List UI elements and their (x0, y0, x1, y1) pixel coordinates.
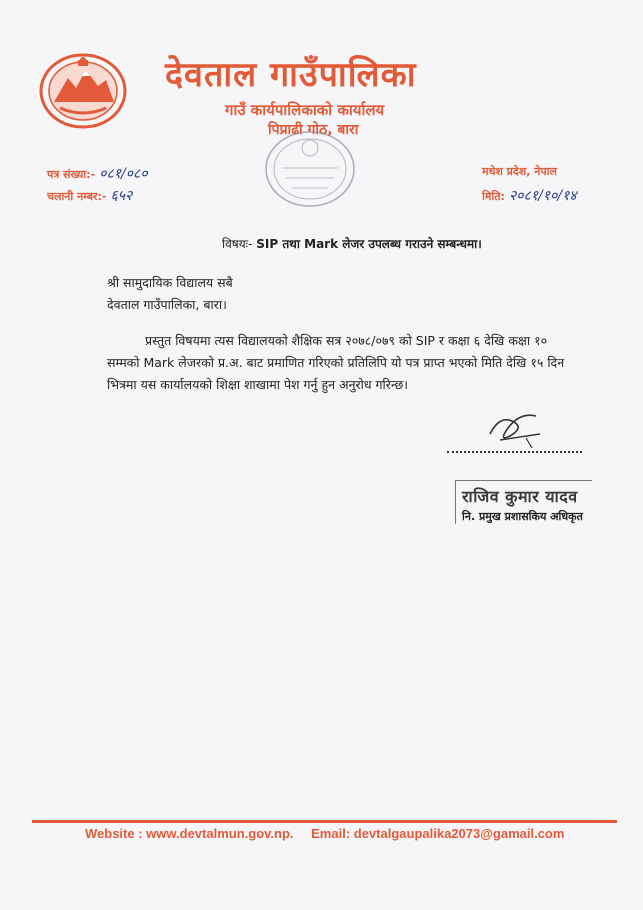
signatory-designation: नि. प्रमुख प्रशासकिय अधिकृत (462, 510, 583, 523)
footer-contact (85, 826, 585, 841)
signature-line (447, 450, 582, 453)
date-label: मिति: (482, 190, 505, 203)
date-value: २०८१/१०/१४ (508, 188, 577, 204)
subject-line (222, 235, 482, 252)
subject-label: विषयः- (222, 237, 253, 251)
signatory-name: राजिव कुमार यादव (462, 487, 578, 506)
reference-block (47, 164, 148, 208)
province-text: मधेश प्रदेश, नेपाल (482, 165, 557, 178)
province-row (482, 164, 577, 186)
dispatch-number-value: ६५२ (110, 188, 133, 204)
municipality-emblem-logo (38, 52, 128, 130)
letter-number-label: पत्र संख्या:- (47, 168, 96, 181)
office-stamp-seal (262, 128, 358, 210)
date-block (482, 164, 577, 208)
subject-text: SIP तथा Mark लेजर उपलब्ध गराउने सम्बन्धमा। (256, 237, 482, 251)
office-address: पिप्राढी गोठ, बारा (268, 122, 359, 138)
recipient-line-2: देवताल गाउँपालिका, बारा। (107, 297, 227, 312)
recipient-line-1: श्री सामुदायिक विद्यालय सबै (107, 275, 233, 290)
footer-divider (32, 820, 617, 823)
recipient-block (107, 272, 233, 316)
body-paragraph: प्रस्तुत विषयमा त्यस विद्यालयको शैक्षिक सत्र २०७८/०७९ को SIP र कक्षा ६ देखि कक्षा १० सम्मको Mark लेजरको प्र.अ. बाट प्रमाणित गरिएको प्रतिलिपि यो पत्र प्राप्त भएको मिति देखि १५ दिन भित्रमा यस कार्यालयको शिक्षा शाखामा पेश गर्नु हुन अनुरोध गरिन्छ। (107, 333, 565, 392)
office-subtitle: गाउँ कार्यपालिकाको कार्यालय (225, 101, 385, 119)
letter-number-row (47, 164, 148, 186)
signatory-stamp (455, 480, 592, 524)
letter-number-value: ०८१/०८० (99, 166, 148, 182)
footer-email: Email: devtalgaupalika2073@gamail.com (311, 826, 565, 841)
letter-body (107, 330, 583, 396)
municipality-title: देवताल गाउँपालिका (165, 55, 417, 95)
footer-website: Website : www.devtalmun.gov.np. (85, 826, 294, 841)
dispatch-number-label: चलानी नम्बर:- (47, 190, 107, 203)
dispatch-number-row (47, 186, 148, 208)
date-row (482, 186, 577, 208)
signature-image (480, 404, 550, 452)
